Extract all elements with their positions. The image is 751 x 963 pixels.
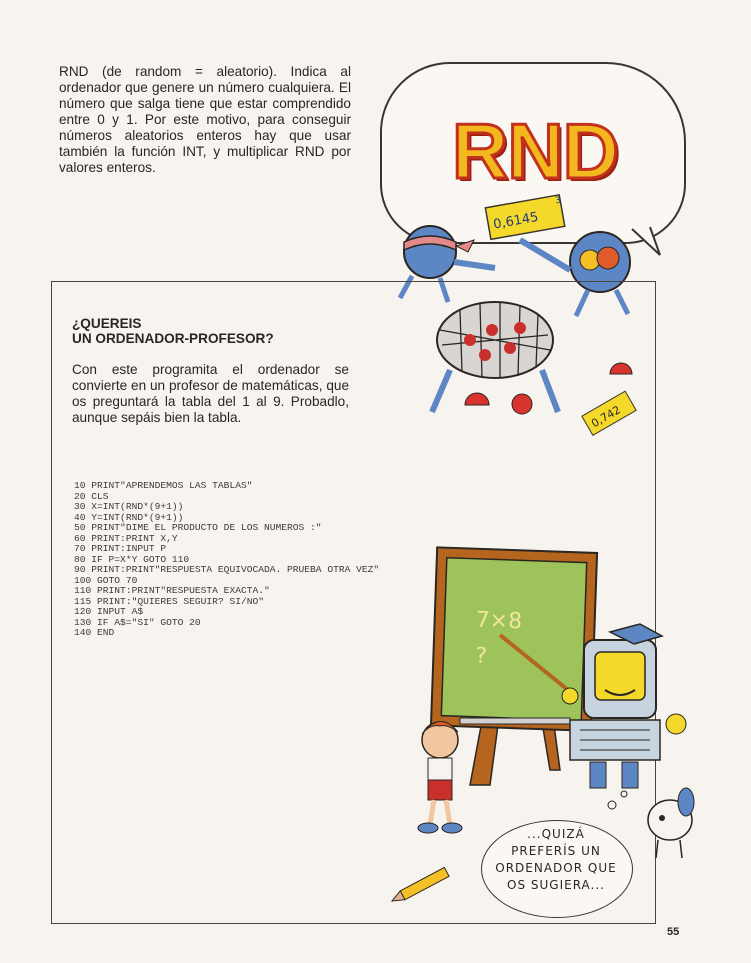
speech-line: ORDENADOR QUE: [495, 861, 617, 875]
code-line: 80 IF P=X*Y GOTO 110: [74, 553, 190, 565]
code-line: 120 INPUT A$: [74, 606, 144, 617]
page-number: 55: [667, 926, 680, 938]
code-line: 70 PRINT:INPUT P: [74, 543, 167, 554]
number-ticket: [485, 195, 565, 240]
code-line: 50 PRINT"DIME EL PRODUCTO DE LOS NUMEROS :": [74, 522, 322, 533]
rnd-title-art: RND: [452, 107, 618, 195]
ticket-exponent: 3: [554, 195, 562, 207]
section-title: [72, 316, 274, 346]
code-line: 100 GOTO 70: [74, 574, 138, 586]
code-line: 60 PRINT:PRINT X,Y: [74, 532, 178, 544]
code-line: 10 PRINT"APRENDEMOS LAS TABLAS": [74, 480, 253, 491]
ticket-value: 0,6145: [492, 209, 540, 233]
speech-bubble-bottom-text: [481, 826, 631, 894]
code-line: 90 PRINT:PRINT"RESPUESTA EQUIVOCADA. PRUEBA OTRA VEZ": [74, 564, 380, 575]
speech-line: OS SUGIERA...: [507, 878, 605, 892]
section-title-line1: ¿QUEREIS: [72, 316, 142, 331]
board-question: ?: [474, 643, 488, 670]
code-line: 130 IF A$="SI" GOTO 20: [74, 616, 201, 628]
code-line: 115 PRINT:"QUIERES SEGUIR? SI/NO": [74, 595, 264, 607]
speech-line: ...QUIZÁ: [527, 827, 585, 841]
speech-line: PREFERÍS UN: [511, 844, 601, 858]
small-ticket-value: 0,742: [589, 403, 623, 431]
section-body: Con este programita el ordenador se convierte en un profesor de matemáticas, que os preguntará la tabla del 1 al 9. Probadlo, aunque sepáis bien la tabla.: [72, 362, 349, 425]
code-line: 40 Y=INT(RND*(9+1)): [74, 511, 184, 523]
intro-paragraph: RND (de random = aleatorio). Indica al ordenador que genere un número cualquiera. El número que salga tiene que estar comprendido entre 0 y 1. Por este motivo, para conseguir números aleatorios enteros hay que usar también la función INT, y multiplicar RND por valores enteros.: [59, 64, 351, 175]
code-line: 30 X=INT(RND*(9+1)): [74, 501, 184, 512]
code-line: 110 PRINT:PRINT"RESPUESTA EXACTA.": [74, 585, 270, 596]
code-line: 20 CLS: [74, 490, 109, 502]
basic-program-listing: [74, 481, 379, 639]
board-multiplication: 7×8: [475, 607, 523, 635]
code-line: 140 END: [74, 627, 115, 638]
section-title-line2: UN ORDENADOR-PROFESOR?: [72, 331, 274, 346]
